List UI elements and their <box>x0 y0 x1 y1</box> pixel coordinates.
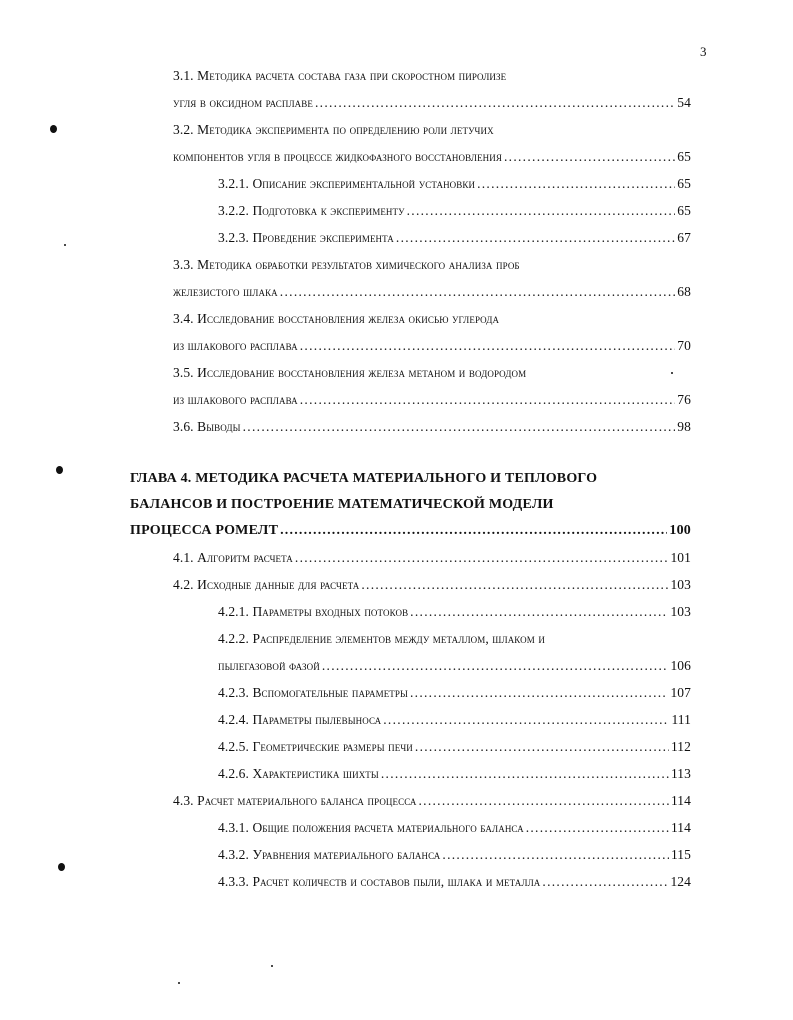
toc-entry-3-1-line1 <box>173 68 506 88</box>
toc-entry-3-5-line1 <box>173 365 526 385</box>
toc-entry-text: 4.3. Расчет материального баланса процесса <box>173 793 417 808</box>
toc-entry-3-2-line1 <box>173 122 494 142</box>
toc-entry-text: 4.1. Алгоритм расчета <box>173 550 293 565</box>
scan-speck <box>50 125 57 133</box>
dot-leader <box>315 95 675 111</box>
toc-entry-4-2[interactable] <box>173 577 691 597</box>
dot-leader <box>383 712 669 728</box>
toc-entry-3-6[interactable] <box>173 419 691 439</box>
dot-leader <box>243 419 676 435</box>
toc-entry-3-2-3[interactable] <box>218 230 691 250</box>
toc-entry-text: 3.1. Методика расчета состава газа при скоростном пиролизе <box>173 68 507 83</box>
toc-entry-text: из шлакового расплава <box>173 392 298 407</box>
toc-entry-4-3-1[interactable] <box>218 820 691 840</box>
dot-leader <box>300 338 676 354</box>
toc-page-number: 103 <box>670 604 691 619</box>
toc-page-number: 65 <box>677 149 691 164</box>
toc-page-number: 68 <box>677 284 691 299</box>
scan-speck <box>671 372 673 374</box>
toc-entry-3-5[interactable] <box>173 392 691 412</box>
toc-entry-4-3-2[interactable] <box>218 847 691 867</box>
dot-leader <box>410 604 668 620</box>
toc-entry-3-2-2[interactable] <box>218 203 691 223</box>
toc-page-number: 54 <box>677 95 691 110</box>
toc-page-number: 115 <box>670 847 691 862</box>
chapter-4-heading-line3: ПРОЦЕССА РОМЕЛТ <box>130 523 279 538</box>
dot-leader <box>415 739 669 755</box>
toc-page-number: 98 <box>677 419 691 434</box>
dot-leader <box>295 550 669 566</box>
scan-speck <box>64 244 66 246</box>
toc-entry-text: угля в оксидном расплаве <box>173 95 313 110</box>
toc-page-number: 114 <box>670 820 691 835</box>
dot-leader <box>418 793 668 809</box>
dot-leader <box>410 685 668 701</box>
toc-entry-text: 3.4. Исследование восстановления железа окисью углерода <box>173 311 500 326</box>
dot-leader <box>381 766 669 782</box>
toc-page-number: 101 <box>670 550 691 565</box>
toc-entry-4-2-3[interactable] <box>218 685 691 705</box>
dot-leader <box>442 847 669 863</box>
scan-speck <box>58 863 65 871</box>
scan-speck <box>178 982 180 984</box>
toc-entry-text: 4.2.2. Распределение элементов между металлом, шлаком и <box>218 631 545 646</box>
dot-leader <box>300 392 676 408</box>
toc-entry-4-1[interactable] <box>173 550 691 570</box>
toc-page-number: 76 <box>677 392 691 407</box>
toc-page-number: 111 <box>671 712 691 727</box>
toc-entry-text: 3.2.1. Описание экспериментальной установки <box>218 176 476 191</box>
dot-leader <box>526 820 669 836</box>
toc-entry-text: 4.3.3. Расчет количеств и составов пыли, шлака и металла <box>218 874 541 889</box>
dot-leader <box>407 203 676 219</box>
toc-page-number: 112 <box>670 739 691 754</box>
toc-entry-3-4-line1 <box>173 311 499 331</box>
toc-entry-text: 3.2.3. Проведение эксперимента <box>218 230 394 245</box>
toc-entry-text: пылегазовой фазой <box>218 658 320 673</box>
toc-entry-text: железистого шлака <box>173 284 278 299</box>
toc-page-number: 67 <box>677 230 691 245</box>
toc-page-number: 103 <box>670 577 691 592</box>
toc-entry-4-3-3[interactable] <box>218 874 691 894</box>
toc-entry-3-2-1[interactable] <box>218 176 691 196</box>
toc-entry-text: 4.2. Исходные данные для расчета <box>173 577 360 592</box>
toc-entry-text: 4.2.3. Вспомогательные параметры <box>218 685 408 700</box>
toc-entry-4-2-4[interactable] <box>218 712 691 732</box>
toc-entry-text: компонентов угля в процессе жидкофазного восстановления <box>173 149 502 164</box>
toc-entry-text: 4.2.5. Геометрические размеры печи <box>218 739 413 754</box>
toc-entry-3-2[interactable] <box>173 149 691 169</box>
dot-leader <box>280 523 667 539</box>
toc-page-number: 65 <box>677 176 691 191</box>
dot-leader <box>477 176 675 192</box>
dot-leader <box>504 149 675 165</box>
toc-entry-4-2-2[interactable] <box>218 658 691 678</box>
toc-entry-3-1[interactable] <box>173 95 691 115</box>
toc-entry-text: 4.2.4. Параметры пылевыноса <box>218 712 382 727</box>
toc-page-number: 124 <box>670 874 691 889</box>
toc-page-number: 100 <box>669 523 691 538</box>
chapter-4-heading-line1: ГЛАВА 4. МЕТОДИКА РАСЧЕТА МАТЕРИАЛЬНОГО И ТЕПЛОВОГО <box>130 471 598 486</box>
toc-page-number: 113 <box>670 766 691 781</box>
toc-entry-4-2-1[interactable] <box>218 604 691 624</box>
toc-page-number: 114 <box>670 793 691 808</box>
toc-entry-3-4[interactable] <box>173 338 691 358</box>
toc-entry-4-2-5[interactable] <box>218 739 691 759</box>
toc-entry-3-3[interactable] <box>173 284 691 304</box>
toc-entry-text: 4.3.2. Уравнения материального баланса <box>218 847 441 862</box>
toc-page-number: 106 <box>670 658 691 673</box>
toc-entry-text: из шлакового расплава <box>173 338 298 353</box>
toc-entry-text: 3.5. Исследование восстановления железа метаном и водородом <box>173 365 527 380</box>
toc-entry-4-2-2-line1 <box>218 631 545 651</box>
toc-entry-text: 3.3. Методика обработки результатов химического анализа проб <box>173 257 520 272</box>
toc-entry-text: 4.3.1. Общие положения расчета материального баланса <box>218 820 524 835</box>
toc-entry-text: 3.6. Выводы <box>173 419 241 434</box>
toc-page-number: 107 <box>670 685 691 700</box>
dot-leader <box>542 874 668 890</box>
dot-leader <box>322 658 669 674</box>
toc-page-number: 70 <box>677 338 691 353</box>
toc-entry-3-3-line1 <box>173 257 520 277</box>
dot-leader <box>396 230 675 246</box>
toc-entry-4-3[interactable] <box>173 793 691 813</box>
toc-entry-chapter-4[interactable] <box>130 523 691 539</box>
toc-page-number: 65 <box>677 203 691 218</box>
toc-entry-text: 4.2.6. Характеристика шихты <box>218 766 379 781</box>
scan-speck <box>56 466 63 474</box>
toc-entry-4-2-6[interactable] <box>218 766 691 786</box>
toc-entry-text: 3.2. Методика эксперимента по определению роли летучих <box>173 122 494 137</box>
page-number: 3 <box>700 44 707 59</box>
scan-speck <box>271 965 273 967</box>
dot-leader <box>361 577 668 593</box>
chapter-4-heading-line2: БАЛАНСОВ И ПОСТРОЕНИЕ МАТЕМАТИЧЕСКОЙ МОДЕЛИ <box>130 497 554 512</box>
dot-leader <box>280 284 676 300</box>
toc-entry-text: 3.2.2. Подготовка к эксперименту <box>218 203 405 218</box>
toc-entry-text: 4.2.1. Параметры входных потоков <box>218 604 409 619</box>
